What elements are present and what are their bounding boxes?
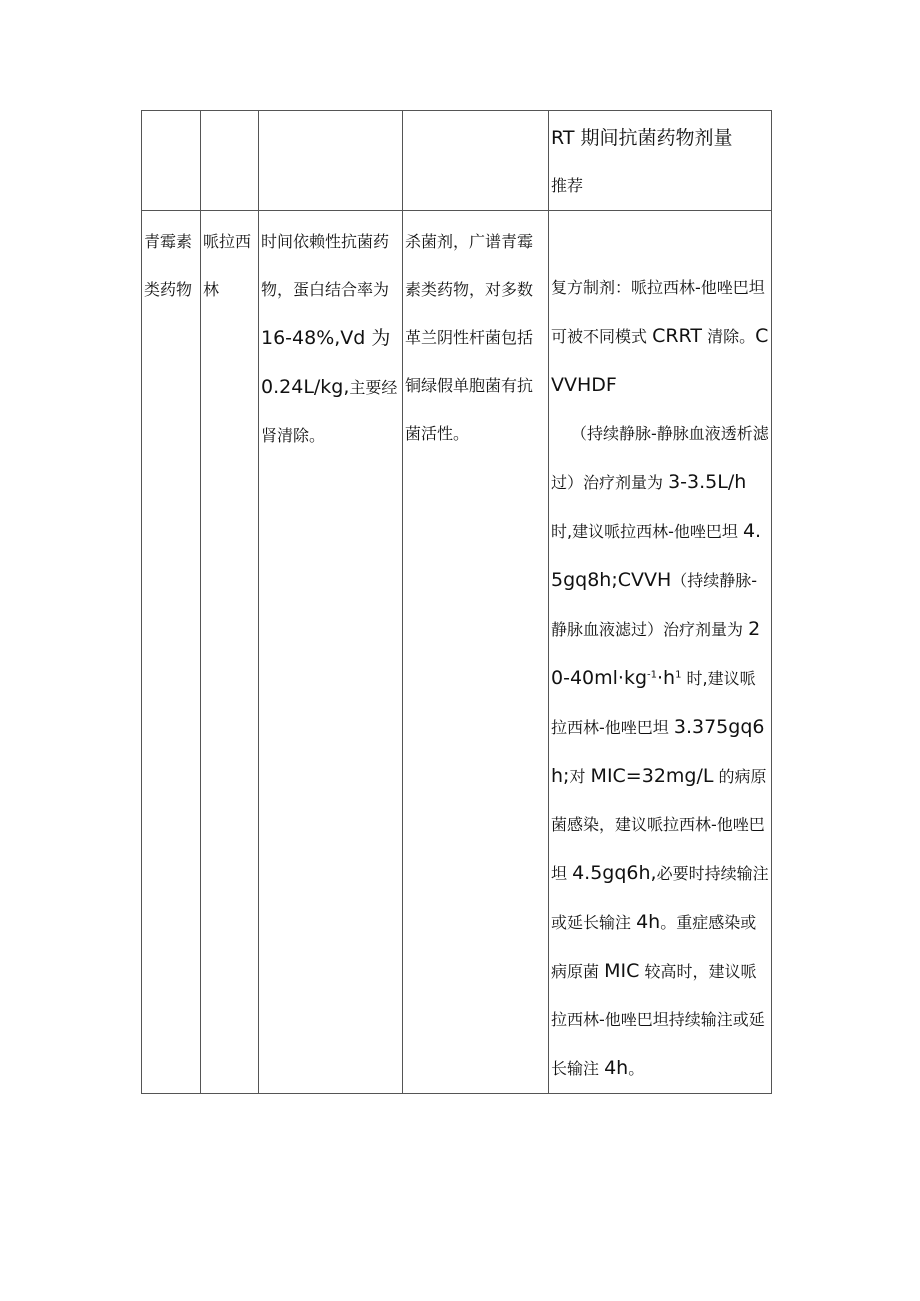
dosage-p2-t: 。 — [628, 1059, 645, 1078]
pharmacology-cell — [259, 211, 403, 1094]
dosage-p1-c: 清除。 — [702, 327, 756, 346]
header-cell-4 — [403, 111, 549, 211]
dosage-p1-a: 复方制剂：哌拉西林-他唑巴坦可被不同模式 — [551, 278, 765, 346]
dosage-p2-k: MIC=32mg/L — [590, 765, 714, 787]
drug-cell — [201, 211, 259, 1094]
dosage-text — [549, 211, 771, 1093]
dosage-p2-b: 3-3.5L/h — [668, 471, 747, 493]
pharmacology-text — [259, 211, 402, 460]
dosage-p2-sup2: 1 — [675, 669, 682, 681]
dosage-p2-c: 时,建议哌拉西林-他唑巴坦 — [551, 522, 743, 541]
pharmacology-part-c: 24L/kg, — [279, 376, 350, 398]
category-text: 青霉素类药物 — [144, 232, 193, 299]
dosage-p2-q: MIC — [604, 960, 640, 982]
dosage-paragraph-2 — [551, 410, 769, 1093]
dosage-p2-p: 。重症感染或病原菌 — [551, 913, 757, 981]
dosage-p2-r: 较高时，建议哌拉西林-他唑巴坦持续输注或延长输注 — [551, 962, 765, 1078]
dosage-p2-s: 4h — [604, 1057, 629, 1079]
dosage-p2-g: ·h — [657, 667, 676, 689]
header-cell-2 — [201, 111, 259, 211]
dosage-p2-a: （持续静脉-静脉血液透析滤过）治疗剂量为 — [551, 424, 769, 492]
dosage-p2-o: 4h — [636, 911, 661, 933]
dosage-p2-h: 时,建议哌拉西林-他唑巴坦 — [551, 669, 756, 737]
dosage-p2-n: 必要时持续输注或延长输注 — [551, 864, 769, 932]
pharmacology-part-a: 时间依赖性抗菌药物，蛋白结合率为 — [261, 232, 390, 299]
spectrum-cell — [403, 211, 549, 1094]
dosage-p2-i: 3.375gq6h; — [551, 716, 765, 787]
table-header-row — [142, 111, 772, 211]
dosage-p1-b: CRRT — [652, 325, 702, 347]
dosage-cell — [549, 211, 772, 1094]
dosage-paragraph-1 — [551, 264, 769, 410]
dosage-p2-l: 的病原菌感染，建议哌拉西林-他唑巴坦 — [551, 767, 767, 883]
dosage-p2-sup1: -1 — [647, 669, 657, 681]
table-row — [142, 211, 772, 1094]
dosage-p2-m: 4.5gq6h, — [572, 862, 657, 884]
pharmacology-part-d: 主要经肾清除。 — [261, 378, 398, 445]
spectrum-text: 杀菌剂，广谱青霉素类药物，对多数革兰阴性杆菌包括铜绿假单胞菌有抗菌活性。 — [405, 232, 534, 443]
header-cell-dosage — [549, 111, 772, 211]
dosage-p2-d: 4.5gq8h;CVVH — [551, 520, 762, 591]
drug-name: 哌拉西林 — [203, 232, 252, 299]
header-cell-1 — [142, 111, 201, 211]
antibiotic-dosage-table — [141, 110, 772, 1094]
header-cell-3 — [259, 111, 403, 211]
dosage-p2-f: 20-40ml·kg — [551, 618, 761, 689]
pharmacology-part-b: 16-48%,Vd 为 0. — [261, 327, 391, 398]
header-dosage-line2: 推荐 — [551, 176, 584, 195]
category-cell — [142, 211, 201, 1094]
dosage-p2-e: （持续静脉-静脉血液滤过）治疗剂量为 — [551, 571, 758, 639]
header-dosage-line1: RT 期间抗菌药物剂量 — [551, 127, 733, 149]
dosage-p2-j: 对 — [569, 767, 591, 786]
dosage-p1-d: CVVHDF — [551, 325, 769, 396]
